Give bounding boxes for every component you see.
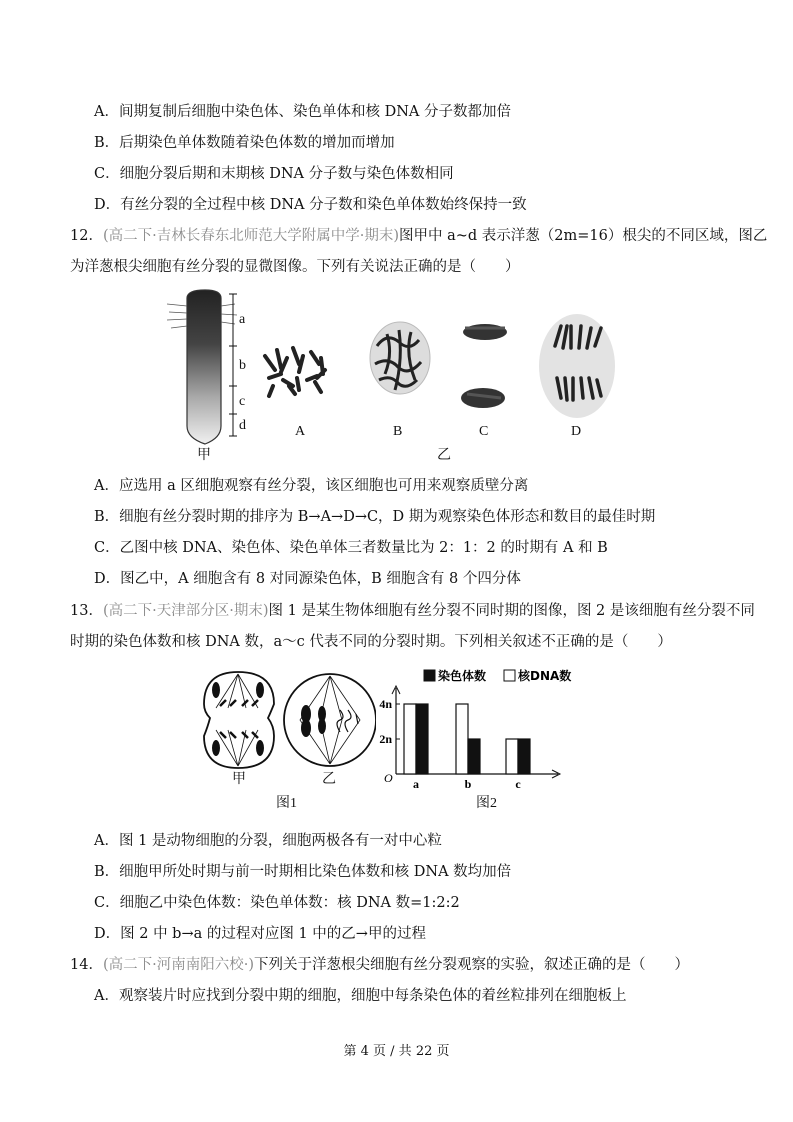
legend-label-chromosome: 染色体数 [438, 669, 487, 683]
x-tick-label-c: c [515, 777, 521, 791]
y-tick-label-0: 2n [379, 732, 392, 746]
legend-label-dna: 核DNA数 [518, 669, 572, 683]
page-footer: 第 4 页 / 共 22 页 [343, 1044, 450, 1059]
q11-option-b: B．后期染色单体数随着染色体数的增加而增加 [94, 135, 395, 151]
q12-stem-text: 图甲中 a~d 表示洋葱（2m=16）根尖的不同区域，图乙 [398, 228, 768, 244]
q13-option-c: C．细胞乙中染色体数：染色单体数：核 DNA 数=1:2:2 [94, 895, 460, 911]
cell-label-b: B [393, 424, 403, 439]
cell-jia-drawing [204, 672, 274, 768]
origin-label: O [384, 771, 393, 785]
q12-option-d: D．图乙中，A 细胞含有 8 对同源染色体，B 细胞含有 8 个四分体 [94, 571, 521, 587]
q14-number: 14． [70, 957, 103, 973]
q12-option-b: B．细胞有丝分裂时期的排序为 B→A→D→C，D 期为观察染色体形态和数目的最佳时期 [94, 509, 656, 525]
q14-stem-text: 下列关于洋葱根尖细胞有丝分裂观察的实验，叙述正确的是（ ） [254, 957, 689, 973]
cell-yi-drawing [284, 674, 376, 766]
legend-swatch-dna [504, 670, 515, 681]
zone-label-d: d [239, 418, 246, 433]
q11-option-a: A．间期复制后细胞中染色体、染色单体和核 DNA 分子数都加倍 [94, 104, 511, 120]
bar-dna-b [456, 704, 468, 774]
cell-label-c: C [479, 424, 489, 439]
q12-number: 12． [70, 228, 103, 244]
q12-stem-line2: 为洋葱根尖细胞有丝分裂的显微图像。下列有关说法正确的是（ ） [70, 259, 520, 275]
q13-option-b: B．细胞甲所处时期与前一时期相比染色体数和核 DNA 数均加倍 [94, 864, 512, 880]
x-tick-label-a: a [413, 777, 419, 791]
x-tick-label-b: b [464, 777, 472, 791]
q11-option-d: D．有丝分裂的全过程中核 DNA 分子数和染色单体数始终保持一致 [94, 197, 527, 213]
q13-stem-text: 图 1 是某生物体细胞有丝分裂不同时期的图像，图 2 是该细胞有丝分裂不同 [268, 603, 755, 619]
zone-label-c: c [239, 394, 246, 409]
q13-source: (高二下·天津部分区·期末) [102, 603, 269, 619]
zone-label-b: b [239, 358, 246, 373]
cell-jia-label: 甲 [232, 772, 246, 787]
cell-a-drawing [265, 348, 325, 396]
q13-option-d: D．图 2 中 b→a 的过程对应图 1 中的乙→甲的过程 [94, 926, 426, 942]
q12-figure [165, 286, 625, 466]
q14-stem-line1 [70, 955, 689, 975]
q12-option-c: C．乙图中核 DNA、染色体、染色单体三者数量比为 2：1：2 的时期有 A 和 B [94, 540, 608, 556]
cell-label-a: A [295, 424, 306, 439]
cell-b-drawing [370, 322, 430, 394]
bar-chromosome-c [518, 739, 530, 774]
cell-label-d: D [571, 424, 582, 439]
q13-figure2 [368, 664, 598, 814]
figure1-caption: 图1 [276, 796, 297, 811]
figure2-caption: 图2 [476, 796, 497, 811]
q13-option-a: A．图 1 是动物细胞的分裂，细胞两极各有一对中心粒 [94, 833, 442, 849]
legend-swatch-chromosome [424, 670, 435, 681]
q13-number: 13． [70, 603, 103, 619]
q11-option-c: C．细胞分裂后期和末期核 DNA 分子数与染色体数相同 [94, 166, 454, 182]
bar-chromosome-a [416, 704, 428, 774]
y-tick-label-1: 4n [379, 697, 392, 711]
bar-dna-c [506, 739, 518, 774]
q14-source: (高二下·河南南阳六校·) [102, 957, 254, 973]
bar-chromosome-b [468, 739, 480, 774]
bar-dna-a [404, 704, 416, 774]
q13-stem-line1 [70, 601, 755, 621]
figure-yi-label: 乙 [437, 448, 451, 463]
q12-source: (高二下·吉林长春东北师范大学附属中学·期末) [102, 228, 399, 244]
q12-option-a: A．应选用 a 区细胞观察有丝分裂，该区细胞也可用来观察质壁分离 [94, 478, 529, 494]
cell-d-drawing [539, 314, 615, 418]
cell-c-drawing [461, 324, 507, 408]
q13-stem-line2: 时期的染色体数和核 DNA 数，a～c 代表不同的分裂时期。下列相关叙述不正确的是（ ） [70, 634, 672, 650]
figure-jia-label: 甲 [197, 448, 211, 463]
q14-option-a: A．观察装片时应找到分裂中期的细胞，细胞中每条染色体的着丝粒排列在细胞板上 [94, 988, 627, 1004]
zone-label-a: a [239, 312, 246, 327]
q13-figure1 [196, 664, 376, 814]
cell-yi-label: 乙 [322, 772, 336, 787]
q12-stem-line1 [70, 226, 767, 246]
root-tip-drawing [167, 290, 237, 444]
